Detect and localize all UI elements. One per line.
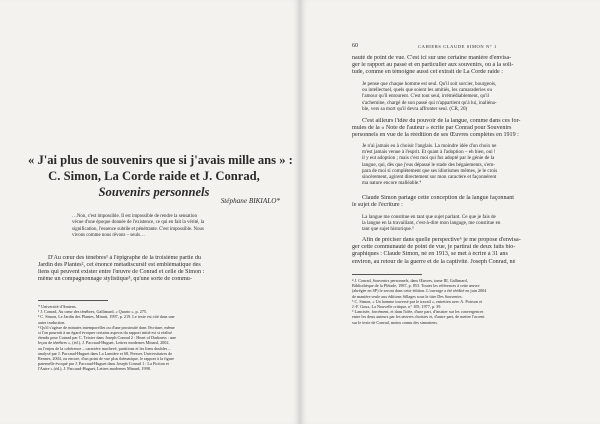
epigraph-line: vivons comme nous rêvons – seuls…	[72, 232, 145, 238]
author-name: Stéphane BIKIALO*	[220, 197, 280, 205]
body-line: personnels en vue de la réédition de ses Œuvres complètes en 1919 :	[352, 132, 519, 139]
body-line: environ, au retour de la guerre et de la captivité. Joseph Conrad, né	[352, 258, 516, 265]
body-line: ger cette communauté de point de vue, je partirai de deux faits bio-	[352, 244, 516, 251]
quote-line: la langue en la travaillant, c'est-à-dire mon langage, me constitue en	[362, 220, 501, 227]
footnote-line: ou l'enjeu de la cohérence – caractère inachevé, partitions et les liens doubles –	[38, 345, 171, 351]
quote-line: tant que sujet historique.⁵	[362, 226, 414, 233]
footnote-line: sur le texte de Conrad, moins connu des simoniens.	[352, 319, 439, 325]
footnote-line: J.-F. Goux, La Nouvelle critique, n° 105, 1977, p. 39.	[352, 304, 442, 310]
title-line-1: « J'ai plus de souvenirs que si j'avais mille ans » :	[28, 153, 293, 167]
footnote-line: ¹ J. Conrad, Au cœur des ténèbres, Gallimard, « Quarto », p. 275.	[38, 309, 148, 315]
footnote-line: ⁶ Lancisée, forcément, et dans l'idée, d'une part, d'insister sur les convergences	[352, 309, 484, 315]
title-text	[28, 152, 293, 200]
footnote-rule	[38, 300, 108, 301]
right-footnotes	[352, 278, 566, 325]
body-line: Afin de préciser dans quelle perspective⁶ je me propose d'envisa-	[362, 237, 521, 243]
running-head: CAHIERS CLAUDE SIMON N° 1	[418, 44, 497, 49]
body-line: Jardin des Plantes², cet énoncé métadiscursif est emblématique des	[38, 262, 201, 269]
body-line: ger le rapport au passé et en particulier aux souvenirs, où à la soli-	[352, 62, 514, 69]
body-line: graphiques : Claude Simon, né en 1913, se met à écrire à 31 ans	[352, 251, 508, 258]
epigraph-line: signification, l'essence subtile et pénétrante. C'est impossible. Nous	[72, 226, 204, 232]
body-line: liens qui peuvent exister entre l'œuvre de Conrad et celle de Simon :	[38, 269, 205, 276]
quote-line: Je n'ai jamais eu à choisir l'anglais. La moindre idée d'un choix ne	[362, 143, 497, 149]
quote-line: ou intellectuel, quels que soient les amitiés, les camaraderies ou	[362, 87, 492, 94]
footnote-line: * Université d'Amiens.	[38, 304, 77, 309]
quote-line: il y eut adoption ; mais c'est moi qui fus adopté par le génie de la	[362, 155, 495, 162]
quote-line: langue, qui, dès que j'eus dépassé le stade des bégaiements, s'em-	[362, 161, 495, 168]
right-paragraph-4	[352, 237, 566, 266]
block-quote-2	[362, 143, 576, 186]
title-line-3: Souvenirs personnels	[98, 185, 210, 199]
footnote-line: (abrégée en SP) le seront dans cette édition. L'ouvrage a été réédité en juin 2004	[352, 288, 487, 294]
footnote-line: leçon de ténèbres », (éd.), J. Paccaud-Huguet, Lettres modernes Minard, 2002,	[38, 340, 170, 346]
block-quote-3	[362, 214, 576, 233]
footnote-rule	[352, 274, 422, 275]
quote-line: sincèrement, agirent directement sur mon caractère et façonnèrent	[362, 174, 497, 181]
footnote-line: étendu pour Conrad par C. Teixier dans Joseph Conrad 2 : Heart of Darkness : une	[38, 335, 177, 341]
body-line: D'Au cœur des ténèbres¹ à l'épigraphe de la troisième partie du	[48, 255, 201, 261]
quote-line: para de moi si complètement que ses idiotismes mêmes, je le crois	[362, 167, 498, 174]
footnote-line: ³ Qu'il s'agisse de minutes intemporelles ou d'une proximité dans l'écriture, même	[38, 324, 175, 330]
body-line: nauté de point de vue. C'est ici sur une certaine manière d'envisa-	[352, 55, 512, 61]
footnote-line: Bibliothèque de la Pléiade, 1987, p. 853. Toutes les références à cette œuvre	[352, 283, 480, 289]
epigraph-line: …Non, c'est impossible. Il est impossible de rendre la sensation	[72, 214, 197, 219]
body-line: le sujet de l'écriture :	[352, 202, 403, 209]
footnote-line: Rennes, 2004, ou encore, d'un point de vue plus thématique, le rapport à la figure	[38, 356, 175, 362]
right-paragraph-2	[352, 118, 566, 140]
quote-line: s'achemine, chargé de son passé qui n'appartient qu'à lui, inaliéna-	[362, 99, 497, 106]
footnote-line: entre les deux auteurs par les œuvres choisies et, d'autre part, de mettre l'accent	[352, 314, 485, 320]
quote-line: m'est jamais venue à l'esprit. Et quant à l'adoption – eh bien, oui !	[362, 149, 496, 156]
epigraph-line: vécue d'une époque donnée de l'existence, ce qui en fait la vérité, la	[72, 220, 205, 226]
quote-line: ble, vers sa mort qu'il devra affronter seul. (CR, 20)	[362, 105, 468, 112]
footnote-line: analysé par J. Paccaud-Huguet dans La Lumière et 68, Presses Universitaires de	[38, 350, 173, 356]
body-line: tude, comme en témoigne aussi cet extrait de La Corde raide :	[352, 69, 503, 76]
left-body-text	[38, 255, 274, 283]
quote-line: ma nature encore malléable.⁴	[362, 180, 422, 187]
footnote-line: ² C. Simon, Le Jardin des Plantes, Minuit, 1997, p. 219. Le texte est cité dans une	[38, 314, 175, 320]
article-title	[28, 152, 293, 200]
body-line: même un compagnonnage stylistique³, qu'une sorte de commu-	[38, 276, 192, 283]
footnote-line: autre traduction.	[38, 319, 66, 325]
right-paragraph-3	[352, 195, 566, 209]
footnote-line: l'Autre » (éd.), J. Paccaud-Huguet, Lettres modernes Minard, 1998.	[38, 366, 151, 372]
quote-line: Je pense que chaque homme est seul. Qu'il soit sorcier, bourgeois,	[362, 81, 497, 87]
body-line: mules de la « Note de l'auteur » écrite par Conrad pour Souvenirs	[352, 125, 512, 132]
quote-line: La langue me constitue en tant que sujet parlant. Ce que je fais de	[362, 214, 496, 220]
body-line: Claude Simon partage cette conception de la langue façonnant	[362, 195, 514, 201]
page-number: 60	[352, 43, 358, 49]
footnote-line: si l'on pourrait à un égard évoquer certains aspects du rapport initié est si réalisé	[38, 330, 173, 336]
right-paragraph-1	[352, 55, 566, 77]
footnote-line: ⁴ J. Conrad, Souvenirs personnels, dans Œuvres, tome III, Gallimard,	[352, 278, 468, 283]
footnote-line: ⁵ C. Simon, « Un homme traversé par le travail », entretien avec A. Poirson et	[352, 298, 483, 304]
title-line-2: C. Simon, La Corde raide et J. Conrad,	[48, 169, 260, 183]
footnote-line: paternelle évoqué par J. Paccaud-Huguet dans Joseph Conrad 1 : La Fiction et	[38, 361, 169, 367]
footnote-line: de manière seule aux éditions Sillages sous le titre Des Souvenirs.	[352, 293, 463, 299]
epigraph	[72, 214, 274, 239]
quote-line: l'amour qu'il entourent. C'est tout seul, irrémédiablement, qu'il	[362, 93, 490, 100]
left-footnotes	[38, 304, 274, 372]
block-quote-1	[362, 81, 576, 112]
body-line: C'est ailleurs l'idée du pouvoir de la langue, comme dans ces for-	[362, 118, 521, 124]
